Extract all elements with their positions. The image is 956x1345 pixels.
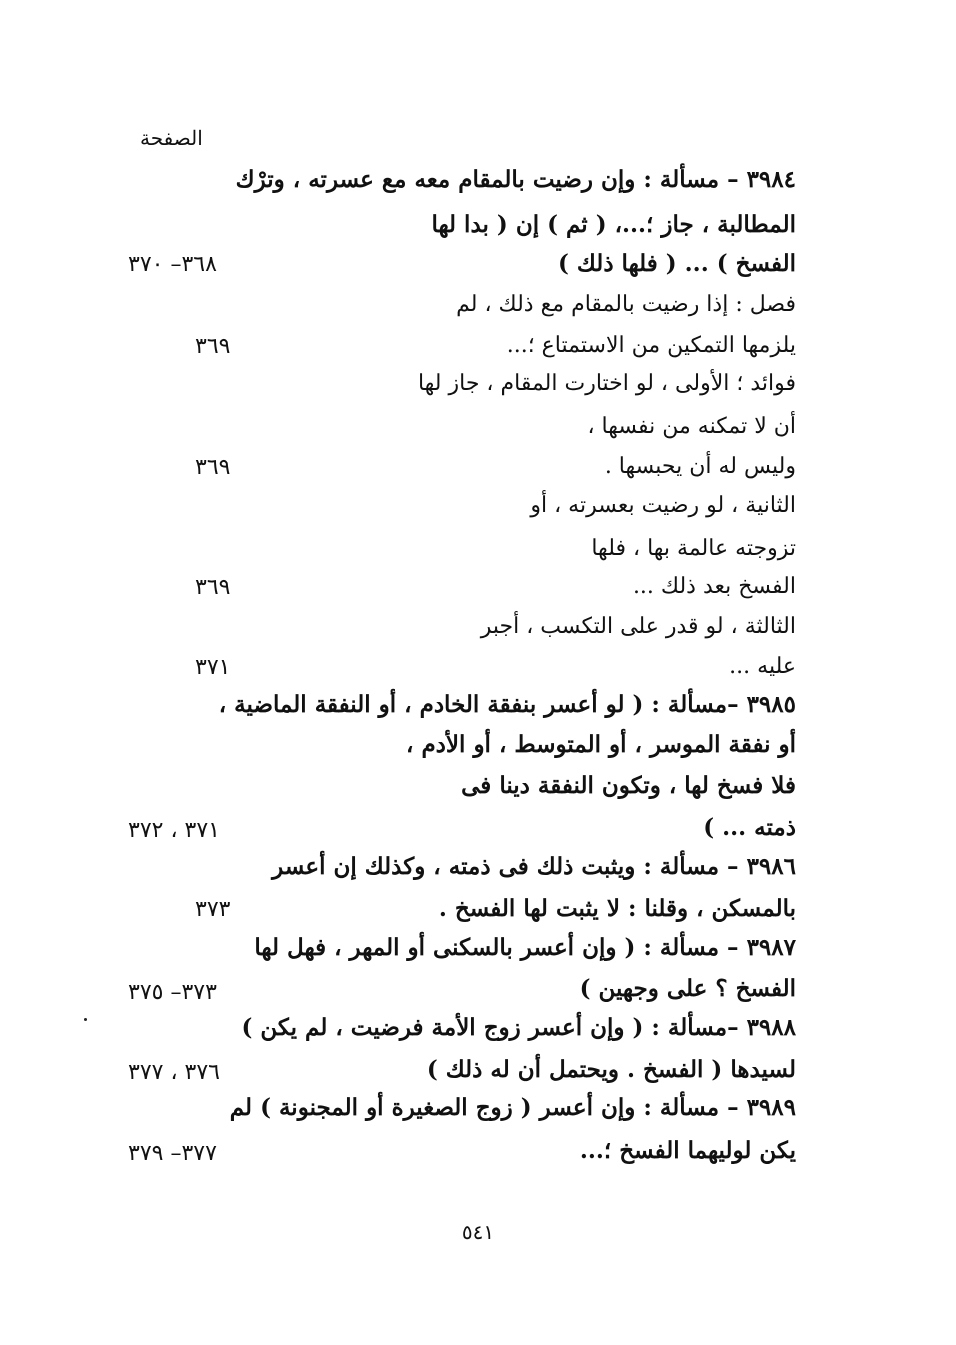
entry-3986-line-1: ٣٩٨٦ – مسألة : ويثبت ذلك فى ذمته ، وكذلك إن أعسر [272,853,796,880]
subentry-line: عليه ... [729,654,796,679]
subentry-line: وليس له أن يحبسها . [604,454,796,479]
subentry-line: الثالثة ، لو قدر على التكسب ، أجبر [480,614,796,639]
page-ref: ٣٧٧– ٣٧٩ [128,1141,217,1166]
entry-3985-line-2: أو نفقة الموسر ، أو المتوسط ، أو الأدم ، [406,731,796,758]
page-ref: ٣٦٨– ٣٧٠ [128,252,217,277]
entry-3988-line-2: لسيدها ( الفسخ . ويحتمل أن له ذلك ) [426,1056,796,1083]
scan-speck [84,1018,87,1021]
entry-3987-line-1: ٣٩٨٧ – مسألة : ( وإن أعسر بالسكنى أو المهر ، فهل لها [254,934,796,961]
entry-3989-line-2: يكن لوليهما الفسخ ؛... [579,1137,796,1164]
subentry-line: الثانية ، لو رضيت بعسرته ، أو [530,493,796,518]
entry-3988-line-1: ٣٩٨٨ –مسألة : ( وإن أعسر زوج الأمة فرضيت ، لم يكن ) [241,1014,796,1041]
page-ref: ٣٧١ ، ٣٧٢ [128,818,220,843]
entry-3989-line-1: ٣٩٨٩ – مسألة : وإن أعسر ( زوج الصغيرة أو المجنونة ) لم [229,1094,796,1121]
entry-3984-line-3: الفسخ ) ... ( فلها ذلك ) [558,250,796,277]
page-ref: ٣٧٣– ٣٧٥ [128,980,217,1005]
page-ref: ٣٦٩ [195,455,231,480]
subentry-line: الفسخ بعد ذلك ... [632,574,796,599]
page-ref: ٣٦٩ [195,334,231,359]
subentry-line: تزوجته عالمة بها ، فلها [591,536,796,561]
subentry-line: فوائد ؛ الأولى ، لو اختارت المقام ، جاز لها [417,371,796,396]
page-ref: ٣٧١ [195,655,231,680]
entry-3985-line-4: ذمته ... ) [703,814,796,841]
entry-3987-line-2: الفسخ ؟ على وجهين ) [579,975,796,1002]
entry-3986-line-2: بالمسكن ، وقلنا : لا يثبت لها الفسخ . [438,895,796,922]
page-ref: ٣٧٣ [195,897,231,922]
column-header-page: الصفحة [140,126,203,150]
entry-3985-line-3: فلا فسخ لها ، وتكون النفقة دينا فى [461,772,796,799]
subentry-line: فصل : إذا رضيت بالمقام مع ذلك ، لم [456,292,796,317]
entry-3984-line-2: المطالبة ، جاز ؛...، ( ثم ) إن ( بدا لها [431,211,796,238]
page-number: ٥٤١ [461,1220,495,1244]
entry-3984-line-1: ٣٩٨٤ – مسألة : وإن رضيت بالمقام معه مع عسرته ، وترْك [235,166,796,193]
page-ref: ٣٦٩ [195,575,231,600]
subentry-line: أن لا تمكنه من نفسها ، [587,414,796,439]
entry-3985-line-1: ٣٩٨٥ –مسألة : ( لو أعسر بنفقة الخادم ، أو النفقة الماضية ، [218,691,796,718]
page-ref: ٣٧٦ ، ٣٧٧ [128,1060,220,1085]
subentry-line: يلزمها التمكين من الاستمتاع ؛... [506,333,796,358]
